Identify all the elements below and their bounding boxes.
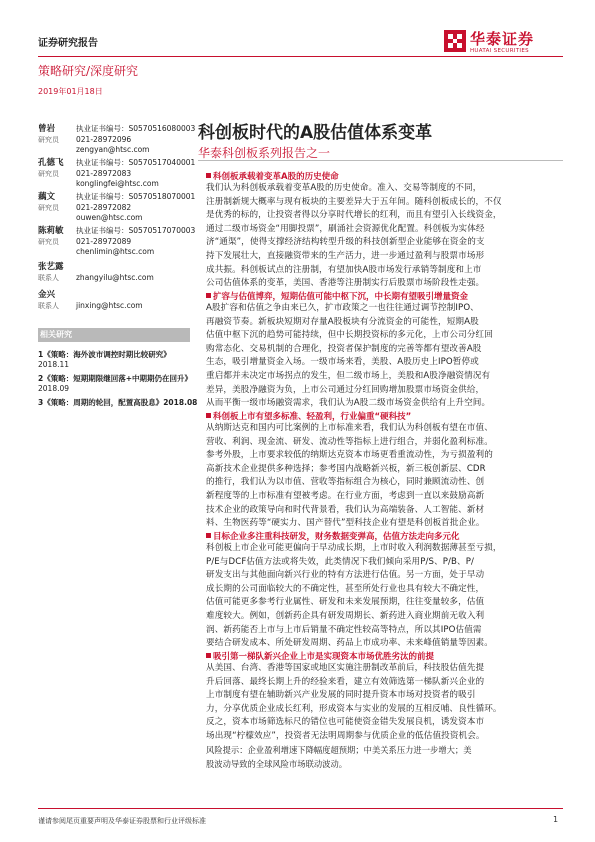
analyst-contact-line[interactable]: zhangyilu@htsc.com <box>76 272 154 282</box>
analyst-entry <box>38 192 196 222</box>
section-heading <box>206 290 468 302</box>
analyst-role: 研究员 <box>38 135 59 144</box>
section-heading <box>206 170 339 182</box>
section-heading-text: 吸引第一梯队新兴企业上市是实现资本市场优胜劣汰的前提 <box>213 652 435 662</box>
analyst-entry <box>38 124 196 154</box>
logo-chinese-text: 华泰证券 <box>470 30 535 48</box>
paragraph-line: A股扩容和估值之争由来已久，扩市政策之一也往往通过调节控制IPO、 <box>206 303 479 313</box>
analyst-contact-line[interactable]: jinxing@htsc.com <box>76 300 143 310</box>
analyst-role: 联系人 <box>38 301 59 310</box>
analyst-name: 孔德飞 <box>38 158 64 168</box>
paragraph-line: 估值可能更多参考行业属性、研发和未来发展预期，往往变量较多，估值 <box>206 597 485 608</box>
section-heading-text: 科创板上市有望多标准、轻盈利，行业偏重“硬科技” <box>213 412 412 422</box>
analyst-name: 陈莉敏 <box>38 226 64 236</box>
analyst-contact-line[interactable]: zengyan@htsc.com <box>76 145 150 154</box>
paragraph-line: 从美国、台湾、香港等国家或地区实施注册制改革前后，科技股估值先提 <box>206 663 485 673</box>
paragraph-line: 从而平衡一级市场融资需求，我们认为A股二级市场资金供给有上升空间。 <box>206 398 491 409</box>
paragraph-line: 难度较大。例如，创新药企具有研发周期长、新药进入商业期前无收入利 <box>206 610 485 621</box>
analyst-contact-line <box>76 290 206 301</box>
analyst-role: 研究员 <box>38 169 59 178</box>
related-research-item[interactable] <box>38 374 218 394</box>
section-paragraph <box>206 422 563 531</box>
related-research-date: 2018.11 <box>38 360 70 369</box>
analyst-entry <box>38 158 196 188</box>
paragraph-line: 生态，吸引增量资金入场。一级市场来看，美股、A股历史上IPO暂停或 <box>206 357 479 368</box>
paragraph-line: 参考外股，上市要求较低的纳斯达克资本市场更看重流动性，为亏损盈利的 <box>206 450 493 461</box>
page-number: 1 <box>553 815 559 824</box>
analyst-contact-line: 021-28972083 <box>76 168 132 178</box>
paragraph-line: 高新技术企业提供多种选择；参考国内战略新兴板，新三板创新层、CDR <box>206 463 486 474</box>
title-divider <box>198 160 563 161</box>
paragraph-line: 升后回落、最终长期上升的经验来看，建立有效筛选第一梯队新兴企业的 <box>206 676 485 687</box>
paragraph-line: 是优秀的标的，让投资者得以分享时代增长的红利，而且有望引入长线资金， <box>206 210 502 221</box>
section-heading-text: 目标企业多注重科技研发，财务数据变弹高，估值方法走向多元化 <box>213 532 460 542</box>
section-paragraph <box>206 542 563 651</box>
analyst-role: 研究员 <box>38 203 59 212</box>
paragraph-line: 研发支出与其他面向新兴行业的特有方法进行估值。另一方面，处于早动 <box>206 570 485 581</box>
risk-warning <box>206 744 563 771</box>
paragraph-line: 反之，资本市场筛选标尺的错位也可能使资金错失发展良机，诱发资本市 <box>206 717 485 728</box>
related-research-item[interactable] <box>38 398 218 408</box>
related-research-title: 1《策略：海外波市调控时期比较研究》 <box>38 350 171 359</box>
paragraph-line: 公司估值体系的变革，美国、香港等注册制实行后股票市场阶段性走强。 <box>206 278 485 289</box>
paragraph-line: 成长期的公司面临较大的不确定性，甚至所处行业也具有较大不确定性， <box>206 583 485 594</box>
section-heading <box>206 410 411 422</box>
analyst-contact-line: 执业证书编号：S0570517070003 <box>76 226 196 235</box>
analyst-contact-line: 执业证书编号：S0570517040001 <box>76 158 196 167</box>
paragraph-line: 济“通渠”，使得支撑经济结构转型升级的科技创新型企业能够在资金的支 <box>206 237 485 248</box>
paragraph-line: 润、新药能否上市与上市后销量不确定性较高等特点，所以其IPO估值需 <box>206 624 482 635</box>
paragraph-line: P/E与DCF估值方法或将失效，此类情况下我们倾向采用P/S、P/B、P/ <box>206 556 475 567</box>
analyst-contact-line: 021-28972089 <box>76 236 132 246</box>
analyst-name: 张艺露 <box>38 262 64 272</box>
paragraph-line: 差异，美股净融资为负，上市公司通过分红回购增加股票市场资金供给， <box>206 384 485 395</box>
paragraph-line: 重启都并未决定市场拐点的发生，但二级市场上，美股和A股净融资情况有 <box>206 370 491 381</box>
paragraph-line: 营收、利润、现金流、研发、流动性等指标上进行组合，并弱化盈利标准。 <box>206 436 493 447</box>
analyst-contact-line: 021-28972082 <box>76 202 132 212</box>
paragraph-line: 我们认为科创板承载着变革A股的历史使命。准入、交易等制度的不同， <box>206 183 482 193</box>
related-research-title: 3《策略：周期的轮回，配置高股息》2018.08 <box>38 398 198 407</box>
paragraph-line: 新程度等的上市标准有望被考虑。在行业方面，考虑到一直以来鼓励高新 <box>206 490 485 501</box>
huatai-logo-icon <box>444 30 466 52</box>
analyst-role: 研究员 <box>38 237 59 246</box>
analyst-name: 金兴 <box>38 290 56 300</box>
paragraph-line: 成共振。科创板试点的注册制，有望加快A股市场发行承销等制度和上市 <box>206 264 482 275</box>
paragraph-line: 要结合研发成本、所处研发周期、药品上市成功率、未来峰值销量等因素。 <box>206 638 493 649</box>
report-title: 科创板时代的A股估值体系变革 <box>198 123 433 143</box>
section-paragraph <box>206 662 563 744</box>
section-paragraph <box>206 182 563 291</box>
paragraph-line: 技术企业的政策导向和时代背景看，我们认为高端装备、人工智能、新材 <box>206 504 485 515</box>
report-category: 策略研究/深度研究 <box>38 64 139 78</box>
risk-line: 风险提示：企业盈利增速下降幅度超预期；中美关系压力进一步增大；美 <box>206 745 472 755</box>
paragraph-line: 料、生物医药等“硬实力、国产替代”型科技企业有望是科创板首批企业。 <box>206 518 485 529</box>
analyst-role: 联系人 <box>38 273 59 282</box>
related-research-header: 相关研究 <box>38 328 190 342</box>
footer-disclaimer: 谨请参阅尾页重要声明及华泰证券股票和行业评级标准 <box>38 817 206 825</box>
analyst-entry <box>38 262 154 283</box>
analyst-entry <box>38 226 196 256</box>
analyst-contact-line <box>76 262 206 273</box>
risk-line: 股波动导致的全球风险市场联动波动。 <box>206 758 348 769</box>
section-heading-text: 扩容与估值博弈，短期估值可能中枢下沉，中长期有望吸引增量资金 <box>213 292 469 302</box>
related-research-item[interactable] <box>38 350 218 370</box>
paragraph-line: 的推行，我们认为以市值、营收等指标组合为核心，同时兼顾流动性、创 <box>206 477 485 488</box>
related-research-title: 2《策略：短期期限继回落+中期期仍在回升》 <box>38 374 193 383</box>
section-heading <box>206 650 434 662</box>
paragraph-line: 力，分享优质企业成长红利，形成资本与实业的发展的互相反哺、良性循环。 <box>206 703 502 714</box>
footer-divider <box>38 808 563 809</box>
analyst-name: 藕文 <box>38 192 56 202</box>
paragraph-line: 再融资节奏。新板块短期对存量A股板块有分流资金的可能性，短期A股 <box>206 316 479 327</box>
section-paragraph <box>206 302 563 411</box>
section-heading-text: 科创板承载着变革A股的历史使命 <box>213 172 339 182</box>
related-research-date: 2018.09 <box>38 384 70 393</box>
section-heading <box>206 530 460 542</box>
paragraph-line: 通过二级市场资金“用脚投票”，刷涌社会资源优化配置。科创板为实体经 <box>206 223 485 234</box>
analyst-contact-line[interactable]: chenlimin@htsc.com <box>76 247 155 256</box>
analyst-contact-line[interactable]: konglingfei@htsc.com <box>76 179 159 188</box>
paragraph-line: 估值中枢下沉的趋势可能持续，但中长期投资标的多元化，上市公司分红回 <box>206 330 493 341</box>
section-bullet-icon <box>206 413 211 418</box>
analyst-entry <box>38 290 143 311</box>
paragraph-line: 场出现“柠檬效应”，投资者无法明周期参与优质企业的低估值投资机会。 <box>206 730 485 741</box>
analyst-contact-line: 执业证书编号：S0570518070001 <box>76 192 196 201</box>
analyst-contact-line: 执业证书编号：S0570516080003 <box>76 124 196 133</box>
paragraph-line: 购常态化、交易机制的合理化，投资者保护制度的完善等都有望改善A股 <box>206 343 482 354</box>
analyst-name: 曾岩 <box>38 124 56 134</box>
section-bullet-icon <box>206 533 211 538</box>
paragraph-line: 从纳斯达克和国内可比案例的上市标准来看，我们认为科创板有望在市值、 <box>206 423 493 433</box>
section-bullet-icon <box>206 653 211 658</box>
section-bullet-icon <box>206 293 211 298</box>
report-type-label: 证券研究报告 <box>38 38 98 49</box>
logo-english-text: HUATAI SECURITIES <box>470 48 529 54</box>
analyst-contact-line: 021-28972096 <box>76 134 132 144</box>
paragraph-line: 持下发展壮大，直接融资带来的生产活力，进一步通过盈利与股票市场形 <box>206 250 485 261</box>
paragraph-line: 科创板上市企业可能更偏向于早动成长期，上市时收入利润数据薄甚至亏损， <box>206 543 502 553</box>
report-date: 2019年01月18日 <box>38 87 103 96</box>
paragraph-line: 上市制度有望在辅助新兴产业发展的同时提升资本市场对投资者的吸引 <box>206 690 476 701</box>
analyst-contact-line[interactable]: ouwen@htsc.com <box>76 213 143 222</box>
paragraph-line: 注册制新规大概率与现有板块的主要差异大于五年间。随科创板成长的，不仅 <box>206 196 502 207</box>
report-subtitle: 华泰科创板系列报告之一 <box>198 146 331 160</box>
header-divider <box>38 56 563 57</box>
section-bullet-icon <box>206 173 211 178</box>
